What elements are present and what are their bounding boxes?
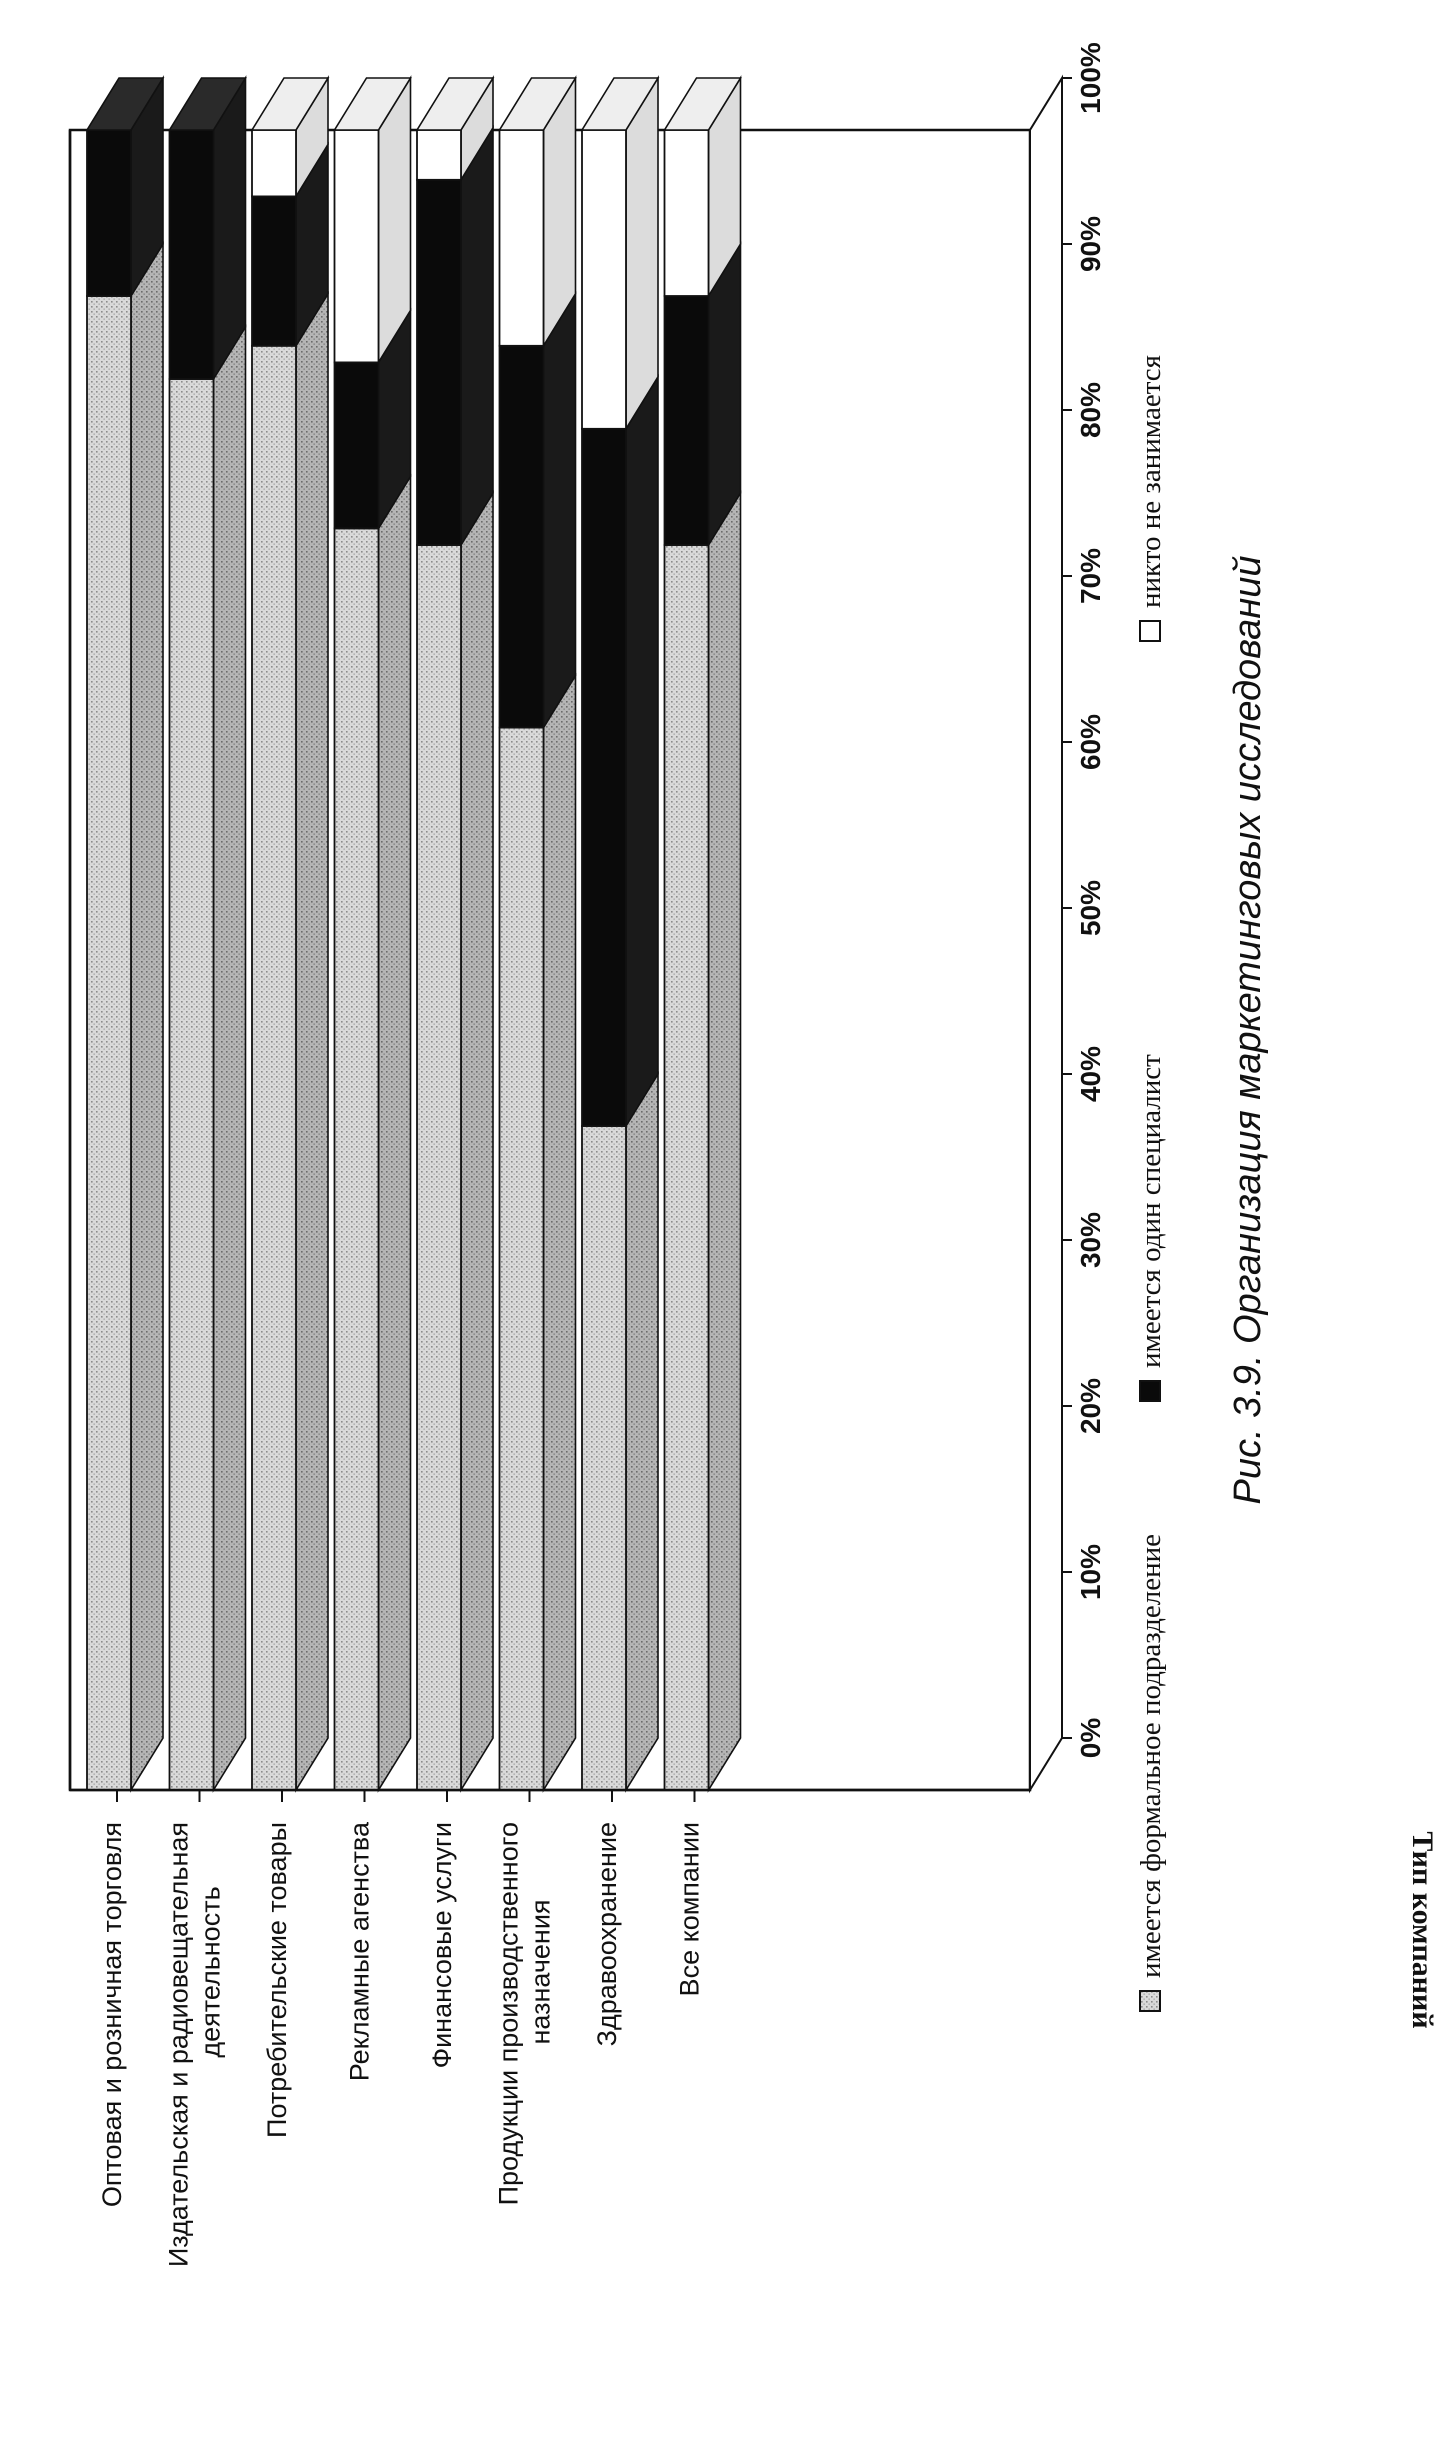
bar-segment-side [544, 676, 576, 1790]
bar-segment-specialist [252, 196, 296, 345]
legend-swatch [1140, 1991, 1160, 2011]
bar-group [252, 78, 328, 1790]
bar-segment-specialist [417, 180, 461, 545]
tick-label: 50% [1075, 879, 1106, 937]
bar-segment-none [500, 130, 544, 346]
legend-swatch [1140, 1381, 1160, 1401]
bar-segment-specialist [170, 130, 214, 379]
bar-segment-side [379, 476, 411, 1790]
bar-segment-formal [170, 379, 214, 1790]
bar-group [335, 78, 411, 1790]
bar-group [582, 78, 658, 1790]
bar-segment-specialist [665, 296, 709, 545]
bar-segment-side [214, 327, 246, 1790]
category-label: Финансовые услуги [427, 1822, 457, 2069]
bar-segment-formal [87, 296, 131, 1790]
tick-label: 40% [1075, 1045, 1106, 1103]
legend-swatch [1140, 621, 1160, 641]
bar-segment-specialist [582, 429, 626, 1126]
plot-floor [1030, 78, 1062, 1790]
legend-label: никто не занимается [1135, 355, 1167, 608]
bar-segment-none [582, 130, 626, 429]
tick-label: 0% [1075, 1717, 1106, 1759]
category-axis [97, 1790, 705, 2267]
tick-label: 60% [1075, 713, 1106, 771]
bar-segment-side [461, 493, 493, 1790]
bar-group [665, 78, 741, 1790]
bar-segment-side [544, 294, 576, 728]
tick-label: 20% [1075, 1377, 1106, 1435]
axis-title: Тип компаний [1406, 1831, 1439, 2029]
bar-group [500, 78, 576, 1790]
figure-caption: Рис. 3.9. Организация маркетинговых исследований [1227, 555, 1269, 1505]
bar-segment-formal [335, 528, 379, 1790]
tick-label: 30% [1075, 1211, 1106, 1269]
bar-segment-side [296, 294, 328, 1790]
bar-segment-none [417, 130, 461, 180]
bar-segment-side [626, 377, 658, 1126]
category-label: Издательская и радиовещательнаядеятельность [163, 1822, 226, 2268]
tick-label: 80% [1075, 381, 1106, 439]
bar-segment-side [626, 78, 658, 429]
category-label: Потребительские товары [262, 1822, 292, 2138]
bar-segment-specialist [335, 362, 379, 528]
category-label: Здравоохранение [592, 1822, 622, 2047]
bar-segment-formal [582, 1126, 626, 1790]
bar-group [170, 78, 246, 1790]
bar-segment-formal [500, 728, 544, 1790]
tick-label: 90% [1075, 215, 1106, 273]
bar-segment-none [252, 130, 296, 196]
bar-segment-formal [417, 545, 461, 1790]
tick-label: 10% [1075, 1543, 1106, 1601]
category-label: Рекламные агенства [344, 1822, 375, 2082]
tick-label: 70% [1075, 547, 1106, 605]
category-label: Продукции производственногоназначения [493, 1822, 556, 2206]
bar-segment-side [709, 493, 741, 1790]
legend [1135, 355, 1167, 2011]
bar-segment-side [626, 1074, 658, 1790]
bar-segment-side [461, 128, 493, 545]
category-label: Оптовая и розничная торговля [97, 1822, 127, 2208]
bar-group [87, 78, 163, 1790]
tick-label: 100% [1075, 42, 1106, 114]
bar-segment-specialist [87, 130, 131, 296]
legend-label: имеется формальное подразделение [1135, 1533, 1167, 1978]
bar-segment-formal [252, 346, 296, 1790]
bar-segment-side [131, 244, 163, 1790]
bar-group [417, 78, 493, 1790]
bar-segment-formal [665, 545, 709, 1790]
bar-segment-none [335, 130, 379, 362]
bar-segment-none [665, 130, 709, 296]
bar-segment-specialist [500, 346, 544, 728]
legend-label: имеется один специалист [1135, 1054, 1167, 1368]
category-label: Все компании [674, 1822, 705, 1997]
